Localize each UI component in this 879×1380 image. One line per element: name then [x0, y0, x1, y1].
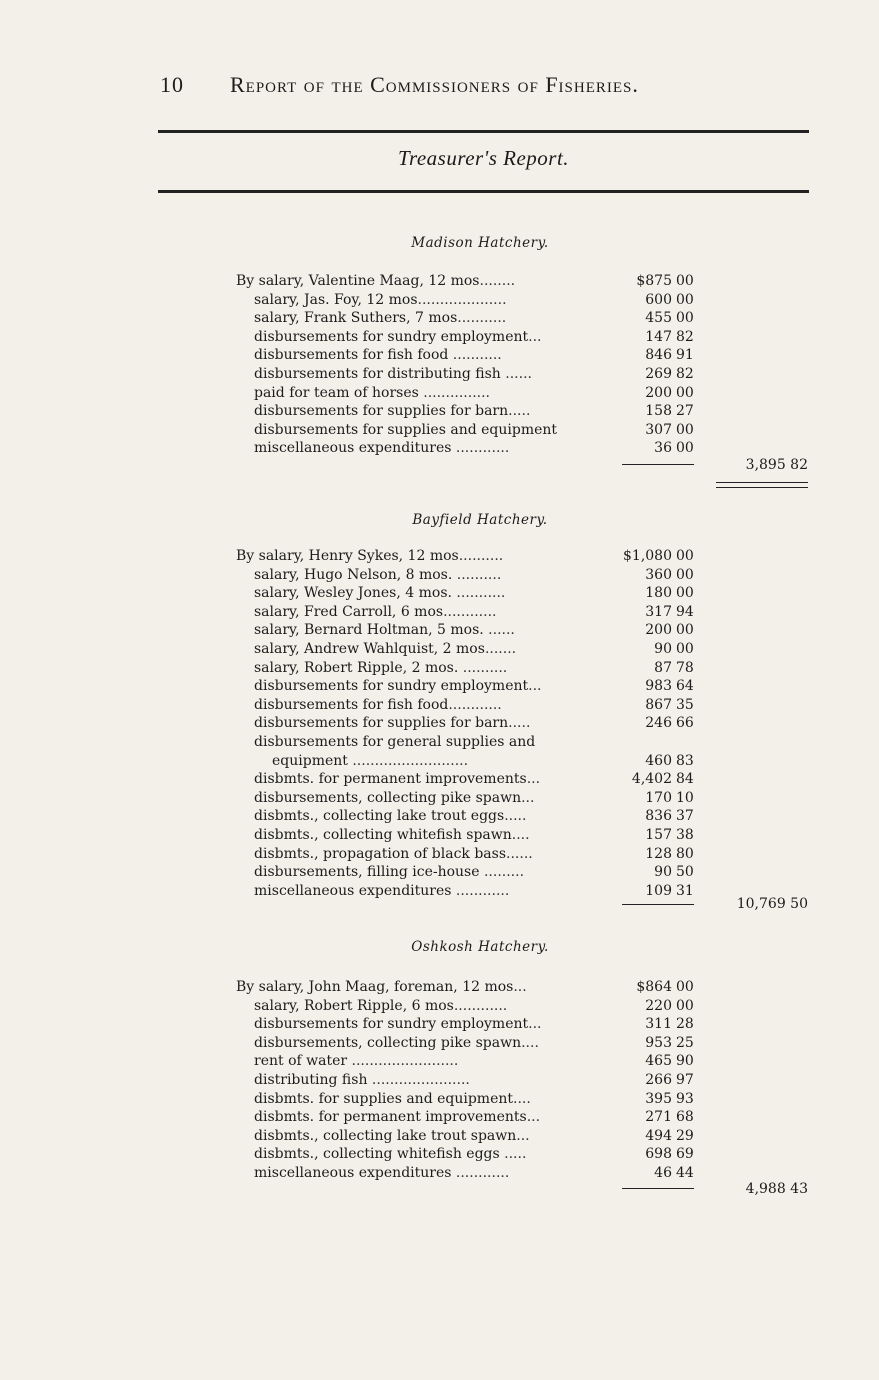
row-cents: 82	[676, 365, 694, 382]
row-label-text: By salary, Valentine Maag, 12 mos	[236, 273, 480, 289]
leader-dots: .....	[508, 403, 531, 420]
ledger-row	[0, 714, 879, 733]
ledger-row	[0, 584, 879, 603]
row-cents: 27	[676, 403, 694, 420]
ledger-row	[0, 547, 879, 566]
row-cents: 68	[676, 1109, 694, 1126]
row-label	[254, 1015, 584, 1034]
ledger-row	[0, 1164, 879, 1183]
row-cents: 00	[676, 997, 694, 1014]
row-cents: 82	[676, 328, 694, 345]
row-label-text: miscellaneous expenditures	[254, 882, 452, 899]
row-label	[254, 346, 584, 365]
ledger-row	[0, 309, 879, 328]
leader-dots: ..........	[452, 566, 502, 583]
row-label	[254, 439, 584, 458]
row-label-text: equipment	[272, 752, 348, 769]
ledger-rows	[0, 272, 879, 458]
row-label	[254, 328, 584, 347]
row-label-text: By salary, John Maag, foreman, 12 mos	[236, 979, 514, 995]
ledger-row	[0, 752, 879, 771]
row-label	[254, 1090, 584, 1109]
row-label	[254, 1052, 584, 1071]
row-cents: 00	[676, 273, 694, 289]
row-label	[254, 640, 584, 659]
row-amount: 128	[645, 845, 672, 862]
title-bottom-rule	[158, 190, 809, 193]
row-label	[236, 978, 566, 997]
ledger-row	[0, 845, 879, 864]
row-label-text: miscellaneous expenditures	[254, 440, 452, 457]
row-label-text: disbursements for supplies for barn	[254, 403, 509, 420]
row-cents: 69	[676, 1146, 694, 1163]
ledger-row	[0, 640, 879, 659]
leader-dots: ............	[451, 440, 510, 457]
row-label	[254, 309, 584, 328]
row-label-text: disbursements for sundry employment	[254, 328, 529, 345]
row-label-text: salary, Robert Ripple, 2 mos.	[254, 659, 459, 676]
row-label	[254, 402, 584, 421]
row-label	[254, 291, 584, 310]
leader-dots: ...	[513, 979, 527, 995]
leader-dots: .....	[508, 715, 531, 732]
ledger-row	[0, 1052, 879, 1071]
row-cents: 84	[676, 771, 694, 788]
row-cents: 64	[676, 678, 694, 695]
row-label-text: disbmts., collecting whitefish spawn	[254, 826, 512, 843]
row-label	[254, 714, 584, 733]
row-cents: 10	[676, 789, 694, 806]
row-amount: 465	[645, 1053, 672, 1070]
row-cents: 00	[676, 585, 694, 602]
page-number: 10	[160, 72, 184, 97]
leader-dots: ........	[479, 273, 516, 289]
row-label	[272, 752, 602, 771]
row-amount: 147	[645, 328, 672, 345]
ledger-row	[0, 1108, 879, 1127]
row-cents: 00	[676, 291, 694, 308]
row-label	[254, 997, 584, 1016]
row-amount: 494	[645, 1127, 672, 1144]
row-label-text: disbmts., collecting lake trout eggs	[254, 808, 505, 825]
leader-dots: ...........	[448, 347, 502, 364]
row-amount: 158	[645, 403, 672, 420]
leader-dots: ............	[451, 882, 510, 899]
row-cents: 38	[676, 826, 694, 843]
row-label	[254, 1034, 584, 1053]
ledger-rows	[0, 978, 879, 1183]
row-cents: 00	[676, 421, 694, 438]
ledger-row	[0, 621, 879, 640]
row-label	[254, 384, 584, 403]
row-label-text: disbursements for general supplies and	[254, 733, 536, 750]
row-label-text: disbursements for fish food	[254, 347, 449, 364]
row-cents: 66	[676, 715, 694, 732]
ledger-row	[0, 863, 879, 882]
row-label-text: salary, Andrew Wahlquist, 2 mos	[254, 640, 485, 657]
row-cents: 83	[676, 752, 694, 769]
row-cents: 90	[676, 1053, 694, 1070]
ledger-row	[0, 402, 879, 421]
leader-dots: ..........................	[347, 752, 469, 769]
row-cents: 44	[676, 1164, 694, 1181]
ledger-row	[0, 733, 879, 752]
leader-dots: ........................	[347, 1053, 459, 1070]
leader-dots: ....	[521, 1034, 539, 1051]
row-cents: 29	[676, 1127, 694, 1144]
row-cents: 25	[676, 1034, 694, 1051]
row-label-text: disbursements for supplies and equipment	[254, 421, 558, 438]
ledger-row	[0, 1090, 879, 1109]
row-amount: 266	[645, 1071, 672, 1088]
row-cents: 94	[676, 603, 694, 620]
ledger-row	[0, 807, 879, 826]
row-cents: 00	[676, 440, 694, 457]
row-amount: 170	[645, 789, 672, 806]
row-amount: 836	[645, 808, 672, 825]
ledger-rows	[0, 547, 879, 900]
leader-dots: ...........	[451, 585, 506, 602]
row-cents: 91	[676, 347, 694, 364]
row-label	[254, 603, 584, 622]
leader-dots: ..........	[458, 548, 504, 564]
row-amount: 360	[645, 566, 672, 583]
row-cents: 00	[676, 622, 694, 639]
row-cents: 00	[676, 979, 694, 995]
leader-dots: ..........	[458, 659, 508, 676]
row-label	[254, 677, 584, 696]
ledger-row	[0, 696, 879, 715]
leader-dots: ......	[483, 622, 515, 639]
ledger-row	[0, 346, 879, 365]
leader-dots: ....	[511, 826, 530, 843]
row-label-text: disbursements, collecting pike spawn	[254, 789, 522, 806]
row-label	[254, 845, 584, 864]
leader-dots: ...	[526, 771, 541, 788]
row-label-text: rent of water	[254, 1053, 348, 1070]
row-amount: 395	[645, 1090, 672, 1107]
row-amount: 157	[645, 826, 672, 843]
row-amount: 269	[645, 365, 672, 382]
report-title: Treasurer's Report.	[397, 146, 570, 170]
ledger-row	[0, 789, 879, 808]
row-label-text: paid for team of horses	[254, 384, 419, 401]
row-label-text: salary, Fred Carroll, 6 mos	[254, 603, 444, 620]
row-label	[254, 1071, 584, 1090]
row-amount: 271	[645, 1109, 672, 1126]
row-amount: 87	[654, 659, 672, 676]
row-amount: 46	[654, 1164, 672, 1181]
row-label	[254, 696, 584, 715]
row-label-text: disbmts. for supplies and equipment	[254, 1090, 514, 1107]
row-label-text: disbursements for fish food	[254, 696, 449, 713]
ledger-row	[0, 566, 879, 585]
ledger-row	[0, 978, 879, 997]
row-cents: 35	[676, 696, 694, 713]
row-amount: 90	[654, 640, 672, 657]
leader-dots: .....	[504, 808, 527, 825]
section-total: 4,988 43	[745, 1181, 808, 1197]
row-cents: 31	[676, 882, 694, 899]
leader-dots: .....	[499, 1146, 527, 1163]
ledger-row	[0, 1034, 879, 1053]
row-label	[254, 421, 584, 440]
row-cents: 37	[676, 808, 694, 825]
row-amount: $875	[636, 273, 672, 289]
row-amount: 846	[645, 347, 672, 364]
row-label	[254, 770, 584, 789]
row-label	[236, 547, 566, 566]
ledger-row	[0, 1127, 879, 1146]
ledger-row	[0, 677, 879, 696]
row-label-text: salary, Hugo Nelson, 8 mos.	[254, 566, 453, 583]
row-label	[254, 807, 584, 826]
row-cents: 97	[676, 1071, 694, 1088]
row-label-text: disbursements, collecting pike spawn	[254, 1034, 522, 1051]
row-amount: 983	[645, 678, 672, 695]
row-label-text: disbursements for distributing fish	[254, 365, 501, 382]
leader-dots: ....................	[417, 291, 507, 308]
top-rule	[158, 130, 809, 133]
running-head: Report of the Commissioners of Fisheries.	[230, 72, 639, 97]
row-label	[254, 584, 584, 603]
row-cents: 00	[676, 310, 694, 327]
row-amount: 109	[645, 882, 672, 899]
row-cents: 00	[676, 640, 694, 657]
row-label-text: disbmts., propagation of black bass	[254, 845, 507, 862]
row-cents: 00	[676, 384, 694, 401]
row-amount: $1,080	[623, 548, 672, 564]
leader-dots: .......	[484, 640, 517, 657]
row-amount: 200	[645, 622, 672, 639]
ledger-row	[0, 603, 879, 622]
leader-dots: ...........	[457, 310, 507, 327]
ledger-row	[0, 1015, 879, 1034]
leader-dots: ............	[451, 1164, 510, 1181]
row-cents: 80	[676, 845, 694, 862]
ledger-row	[0, 770, 879, 789]
ledger-row	[0, 1071, 879, 1090]
ledger-row	[0, 826, 879, 845]
leader-dots: ............	[443, 603, 497, 620]
row-label-text: disbmts. for permanent improvements	[254, 1109, 527, 1126]
row-amount: 317	[645, 603, 672, 620]
ledger-row	[0, 1145, 879, 1164]
leader-dots: ...	[528, 1016, 542, 1033]
row-label-text: miscellaneous expenditures	[254, 1164, 452, 1181]
leader-dots: ...............	[418, 384, 490, 401]
row-label	[254, 621, 584, 640]
row-label	[254, 1127, 584, 1146]
row-cents: 50	[676, 864, 694, 881]
row-amount: 90	[654, 864, 672, 881]
row-label-text: salary, Wesley Jones, 4 mos.	[254, 585, 452, 602]
row-label-text: distributing fish	[254, 1071, 368, 1088]
row-label	[254, 1145, 584, 1164]
ledger-row	[0, 421, 879, 440]
subtotal-rule	[622, 1188, 694, 1189]
row-amount: 455	[645, 310, 672, 327]
row-amount: 246	[645, 715, 672, 732]
row-label-text: By salary, Henry Sykes, 12 mos	[236, 548, 459, 564]
row-label	[236, 272, 566, 291]
ledger-row	[0, 328, 879, 347]
leader-dots: ............	[448, 696, 502, 713]
leader-dots: ...	[516, 1127, 530, 1144]
row-cents: 78	[676, 659, 694, 676]
total-double-rule	[716, 482, 808, 488]
leader-dots: ...	[528, 678, 542, 695]
leader-dots: ....	[513, 1090, 531, 1107]
ledger-row	[0, 291, 879, 310]
section-total: 10,769 50	[736, 896, 808, 912]
section-total: 3,895 82	[745, 457, 808, 473]
row-amount: 460	[645, 752, 672, 769]
row-label-text: salary, Jas. Foy, 12 mos	[254, 291, 418, 308]
ledger-row	[0, 439, 879, 458]
row-label	[254, 733, 584, 752]
row-cents: 00	[676, 548, 694, 564]
row-cents: 00	[676, 566, 694, 583]
row-label-text: disbursements for sundry employment	[254, 1016, 529, 1033]
row-amount: 4,402	[631, 771, 672, 788]
subtotal-rule	[622, 464, 694, 465]
row-amount: 180	[645, 585, 672, 602]
row-label-text: disbursements for supplies for barn	[254, 715, 509, 732]
row-amount: 307	[645, 421, 672, 438]
row-label-text: disbursements for sundry employment	[254, 678, 529, 695]
row-label	[254, 826, 584, 845]
row-amount: 600	[645, 291, 672, 308]
row-label	[254, 863, 584, 882]
section-title: Madison Hatchery.	[411, 235, 549, 251]
row-amount: 200	[645, 384, 672, 401]
section-title: Bayfield Hatchery.	[412, 512, 548, 528]
row-label-text: salary, Frank Suthers, 7 mos	[254, 310, 458, 327]
row-amount: 953	[645, 1034, 672, 1051]
leader-dots: .........	[479, 864, 525, 881]
ledger-row	[0, 272, 879, 291]
ledger-row	[0, 365, 879, 384]
ledger-row	[0, 659, 879, 678]
row-label-text: salary, Bernard Holtman, 5 mos.	[254, 622, 484, 639]
row-label	[254, 566, 584, 585]
row-amount: 220	[645, 997, 672, 1014]
row-label-text: disbmts., collecting lake trout spawn	[254, 1127, 517, 1144]
row-label	[254, 1164, 584, 1183]
row-amount: 311	[645, 1016, 672, 1033]
leader-dots: ............	[453, 997, 508, 1014]
row-cents: 93	[676, 1090, 694, 1107]
row-label	[254, 882, 584, 901]
row-amount: 867	[645, 696, 672, 713]
row-label	[254, 1108, 584, 1127]
row-label-text: salary, Robert Ripple, 6 mos	[254, 997, 454, 1014]
leader-dots: ...	[526, 1109, 541, 1126]
row-label-text: disbmts., collecting whitefish eggs	[254, 1146, 500, 1163]
leader-dots: ......................	[367, 1071, 470, 1088]
leader-dots: ......	[500, 365, 532, 382]
ledger-row	[0, 997, 879, 1016]
row-label	[254, 789, 584, 808]
row-label	[254, 659, 584, 678]
leader-dots: ......	[506, 845, 533, 862]
row-amount: 698	[645, 1146, 672, 1163]
leader-dots: ...	[528, 328, 542, 345]
subtotal-rule	[622, 904, 694, 905]
row-label-text: disbmts. for permanent improvements	[254, 771, 527, 788]
row-cents: 28	[676, 1016, 694, 1033]
row-amount: $864	[636, 979, 672, 995]
leader-dots: ...	[521, 789, 535, 806]
section-title: Oshkosh Hatchery.	[411, 939, 549, 955]
row-label	[254, 365, 584, 384]
row-amount: 36	[654, 440, 672, 457]
ledger-row	[0, 384, 879, 403]
row-label-text: disbursements, filling ice-house	[254, 864, 480, 881]
